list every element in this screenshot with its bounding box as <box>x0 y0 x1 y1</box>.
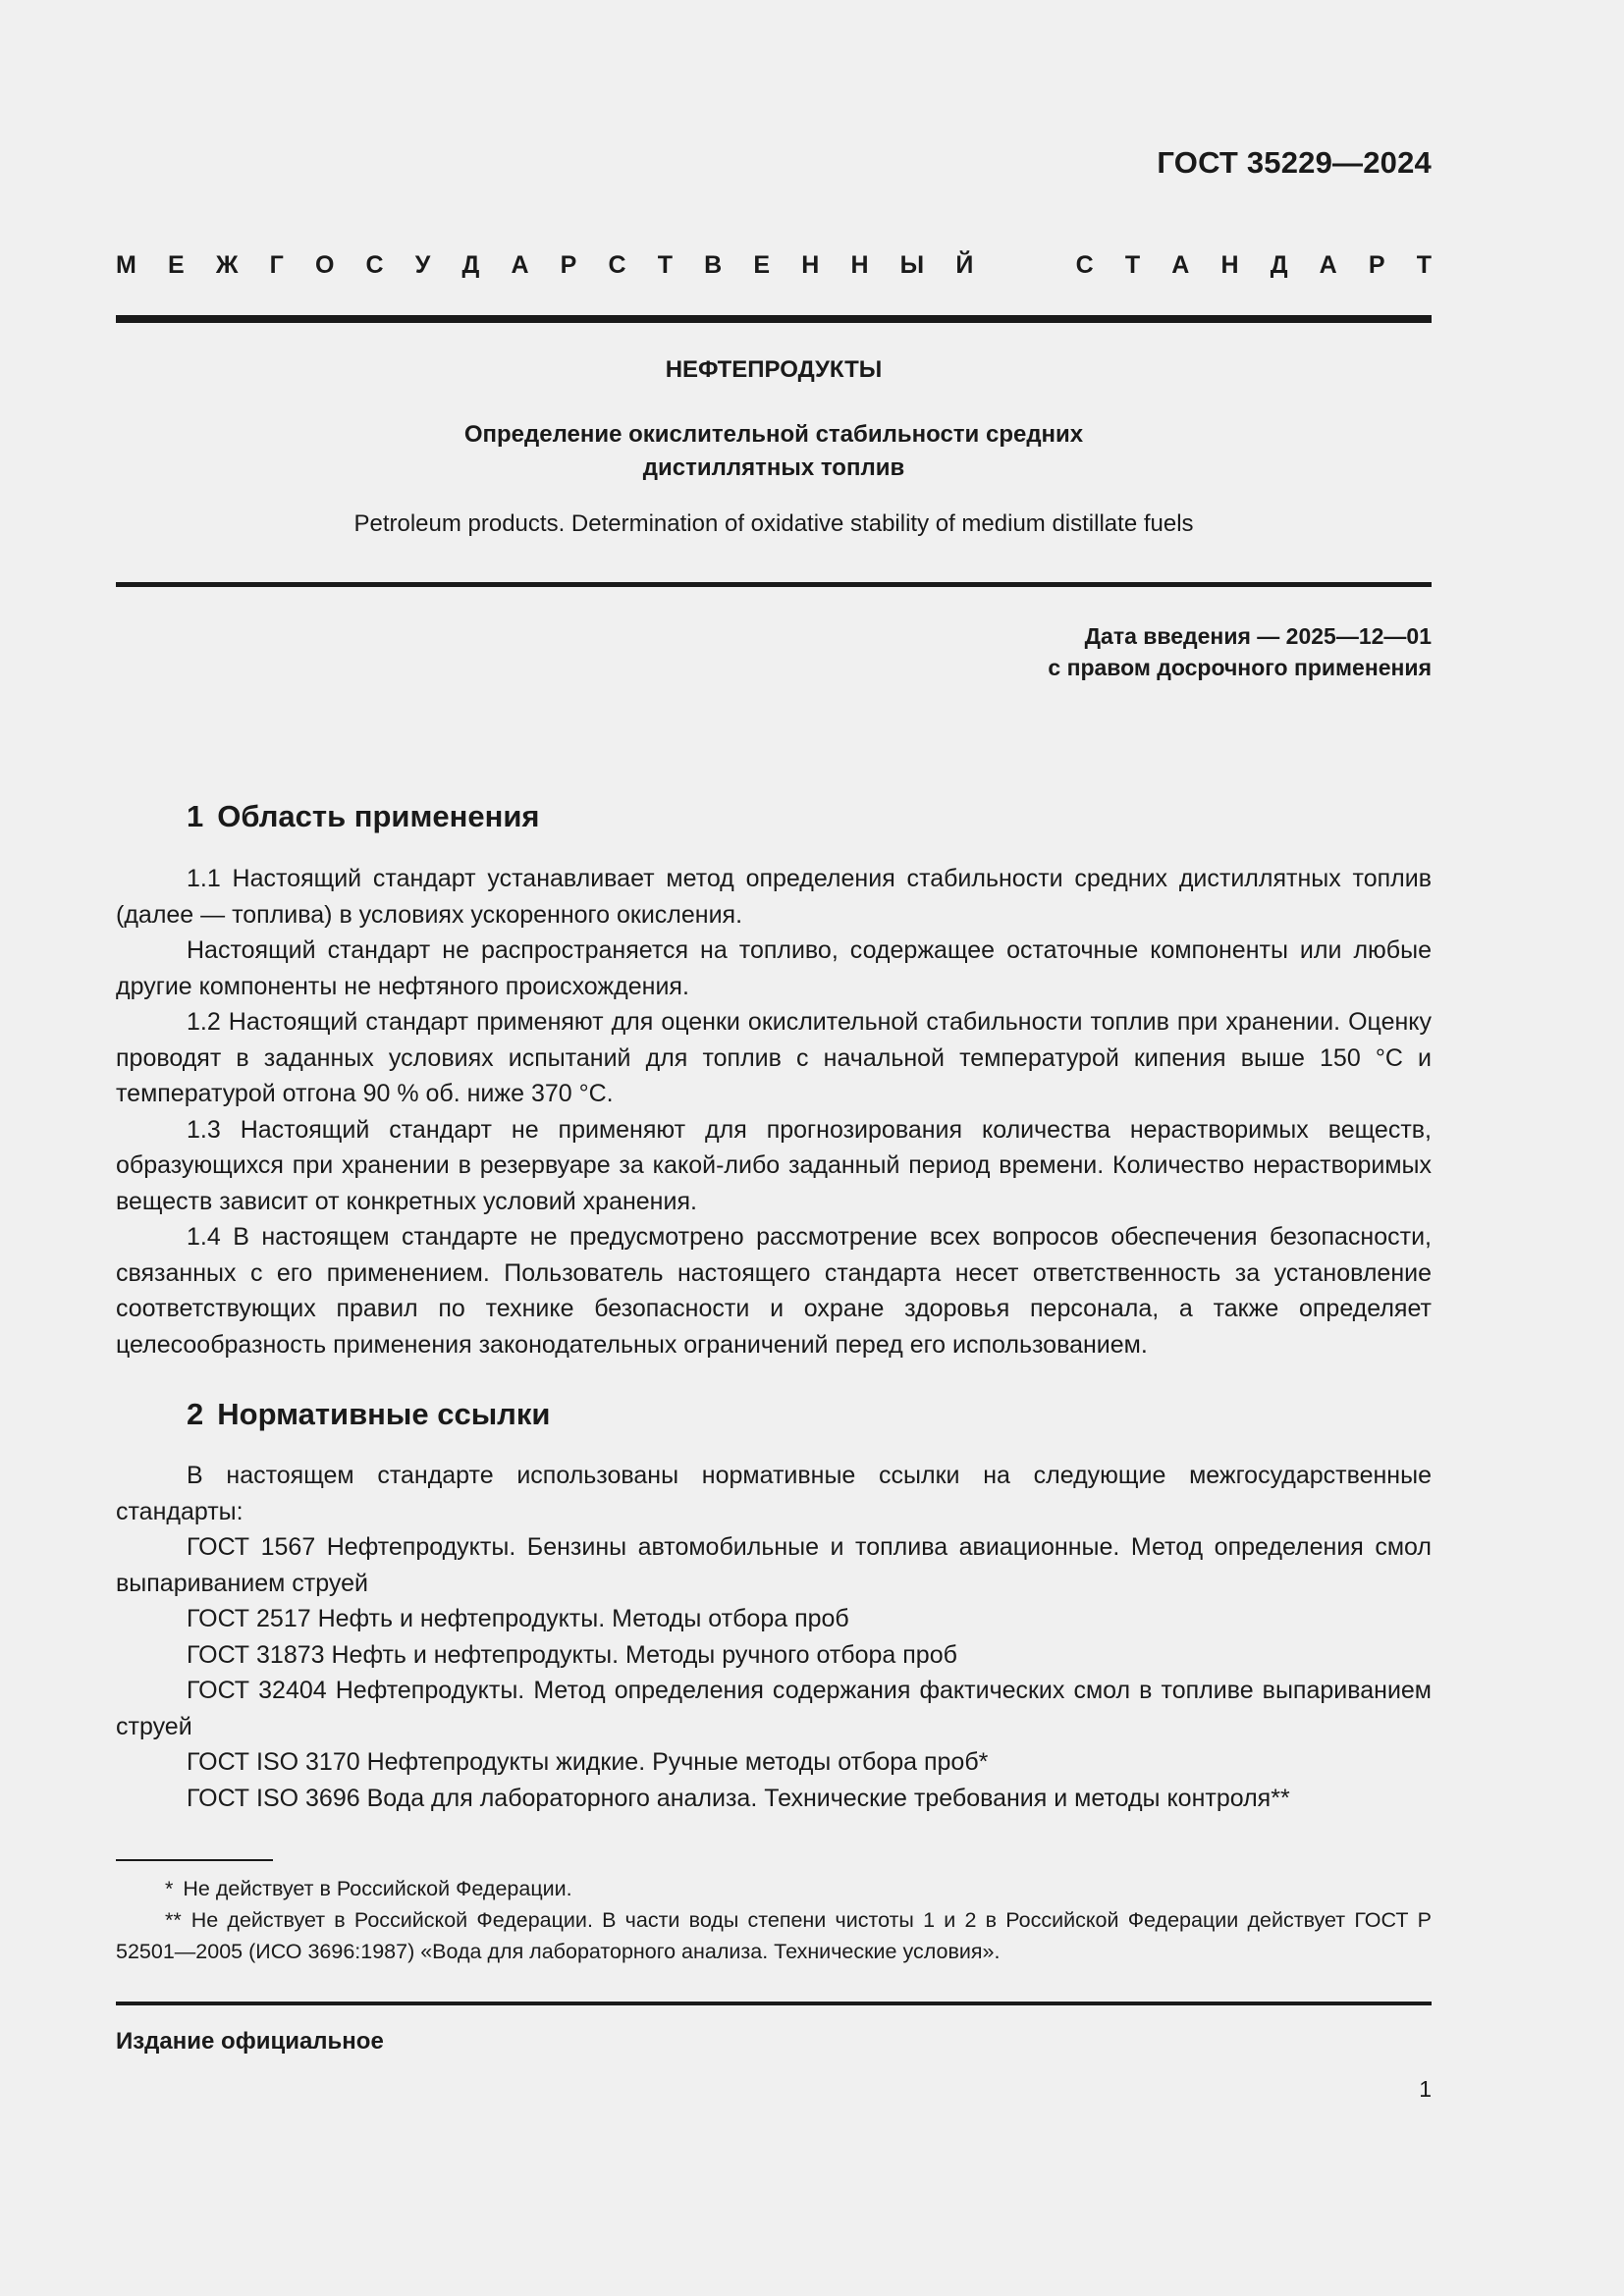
standard-type-word1-letter: А <box>511 251 529 279</box>
english-title: Petroleum products. Determination of oxidative stability of medium distillate fuels <box>353 510 1194 537</box>
reference-item: ГОСТ 31873 Нефть и нефтепродукты. Методы ручного отбора проб <box>187 1640 957 1669</box>
standard-type-word2-letter: Т <box>1124 251 1141 279</box>
paragraph: В настоящем стандарте использованы нормативные ссылки на следующие межгосударственные стандарты: <box>116 1462 1432 1525</box>
reference-item: ГОСТ 2517 Нефть и нефтепродукты. Методы отбора проб <box>187 1605 849 1632</box>
edition-label: Издание официальное <box>116 2028 384 2055</box>
section-2-title: Нормативные ссылки <box>217 1397 551 1431</box>
standard-type-word1-letter: О <box>314 251 335 279</box>
title-divider <box>116 582 1432 587</box>
standard-type-word1-letter: Д <box>461 251 480 279</box>
document-subtitle <box>116 418 1432 485</box>
section-1-heading <box>187 799 540 834</box>
footnote-text: Не действует в Российской Федерации. <box>183 1877 572 1900</box>
reference-item: ГОСТ ISO 3170 Нефтепродукты жидкие. Ручные методы отбора проб* <box>187 1748 989 1776</box>
standard-type-word2-letter: А <box>1319 251 1337 279</box>
standard-type-word1-letter: Ж <box>215 251 239 279</box>
standard-type-word2-letter: Р <box>1368 251 1385 279</box>
document-number: ГОСТ 35229—2024 <box>1157 145 1432 180</box>
introduction-date-line: Дата введения — 2025—12—01 <box>1084 623 1432 649</box>
section-2-body <box>116 1458 1432 1816</box>
footnote <box>116 1904 1432 1967</box>
standard-type-word1-letter: Т <box>657 251 674 279</box>
document-title: НЕФТЕПРОДУКТЫ <box>665 356 883 383</box>
standard-type-word1-letter: Н <box>850 251 869 279</box>
section-1-title: Область применения <box>217 799 540 833</box>
paragraph: 1.4 В настоящем стандарте не предусмотрено рассмотрение всех вопросов обеспечения безопасности, связанных с его применением. Пользователь настоящего стандарта несет ответственность за установление соответствующих правил по технике безопасности и охране здоровья персонала, а также определяет целесообразность применения законодательных ограничений перед его использованием. <box>116 1223 1432 1359</box>
standard-type-word1-letter: У <box>414 251 431 279</box>
section-1-number: 1 <box>187 799 204 833</box>
paragraph: 1.2 Настоящий стандарт применяют для оценки окислительной стабильности топлив при хранении. Оценку проводят в заданных условиях испытаний для топлив с начальной температурой кипения выше 150 °С и температурой отгона 90 % об. ниже 370 °С. <box>116 1008 1432 1107</box>
section-2-number: 2 <box>187 1397 204 1431</box>
section-2-heading <box>187 1397 550 1432</box>
standard-type-word1-letter: Н <box>801 251 820 279</box>
footnotes <box>116 1873 1432 1967</box>
standard-type-word1-letter: С <box>608 251 626 279</box>
standard-type-word1-letter: М <box>116 251 136 279</box>
standard-type-heading <box>116 251 1432 280</box>
footnote-text: Не действует в Российской Федерации. В части воды степени чистоты 1 и 2 в Российской Федерации действует ГОСТ Р 52501—2005 (ИСО 3696:1987) «Вода для лабораторного анализа. Технические условия». <box>116 1908 1432 1963</box>
section-1-body <box>116 861 1432 1362</box>
standard-type-word1-letter: Е <box>167 251 185 279</box>
standard-type-word1-letter: Е <box>753 251 771 279</box>
bottom-divider <box>116 2002 1432 2005</box>
document-page <box>116 0 1432 2296</box>
standard-type-word1-letter: Ы <box>899 251 925 279</box>
early-application-line: с правом досрочного применения <box>1048 655 1432 680</box>
footnote-mark: * <box>165 1877 174 1900</box>
standard-type-word2-letter: С <box>1075 251 1094 279</box>
page-number: 1 <box>1419 2076 1432 2102</box>
standard-type-word1-letter: Г <box>269 251 284 279</box>
standard-type-word2-letter: Н <box>1220 251 1239 279</box>
reference-item: ГОСТ ISO 3696 Вода для лабораторного анализа. Технические требования и методы контроля** <box>187 1784 1290 1812</box>
paragraph: 1.3 Настоящий стандарт не применяют для прогнозирования количества нерастворимых веществ, образующихся при хранении в резервуаре за какой-либо заданный период времени. Количество нерастворимых веществ зависит от конкретных условий хранения. <box>116 1115 1432 1215</box>
subtitle-line-1: Определение окислительной стабильности средних <box>463 421 1084 448</box>
paragraph: 1.1 Настоящий стандарт устанавливает метод определения стабильности средних дистиллятных топлив (далее — топлива) в условиях ускоренного окисления. <box>116 865 1432 929</box>
standard-type-word2-letter: А <box>1171 251 1190 279</box>
footnote-separator <box>116 1859 273 1861</box>
reference-item: ГОСТ 1567 Нефтепродукты. Бензины автомобильные и топлива авиационные. Метод определения смол выпариванием струей <box>116 1533 1432 1597</box>
reference-item: ГОСТ 32404 Нефтепродукты. Метод определения содержания фактических смол в топливе выпариванием струей <box>116 1677 1432 1740</box>
word-gap <box>1004 251 1044 280</box>
footnote <box>116 1873 1432 1904</box>
standard-type-word2-letter: Т <box>1416 251 1432 279</box>
standard-type-word2-letter: Д <box>1270 251 1288 279</box>
standard-type-word1-letter: Р <box>560 251 577 279</box>
paragraph: Настоящий стандарт не распространяется на топливо, содержащее остаточные компоненты или любые другие компоненты не нефтяного происхождения. <box>116 936 1432 1000</box>
footnote-mark: ** <box>165 1908 182 1932</box>
standard-type-word1-letter: В <box>704 251 723 279</box>
standard-type-word1-letter: С <box>365 251 384 279</box>
subtitle-line-2: дистиллятных топлив <box>642 454 905 481</box>
introduction-date <box>1048 620 1432 683</box>
top-divider <box>116 315 1432 323</box>
standard-type-word1-letter: Й <box>955 251 974 279</box>
